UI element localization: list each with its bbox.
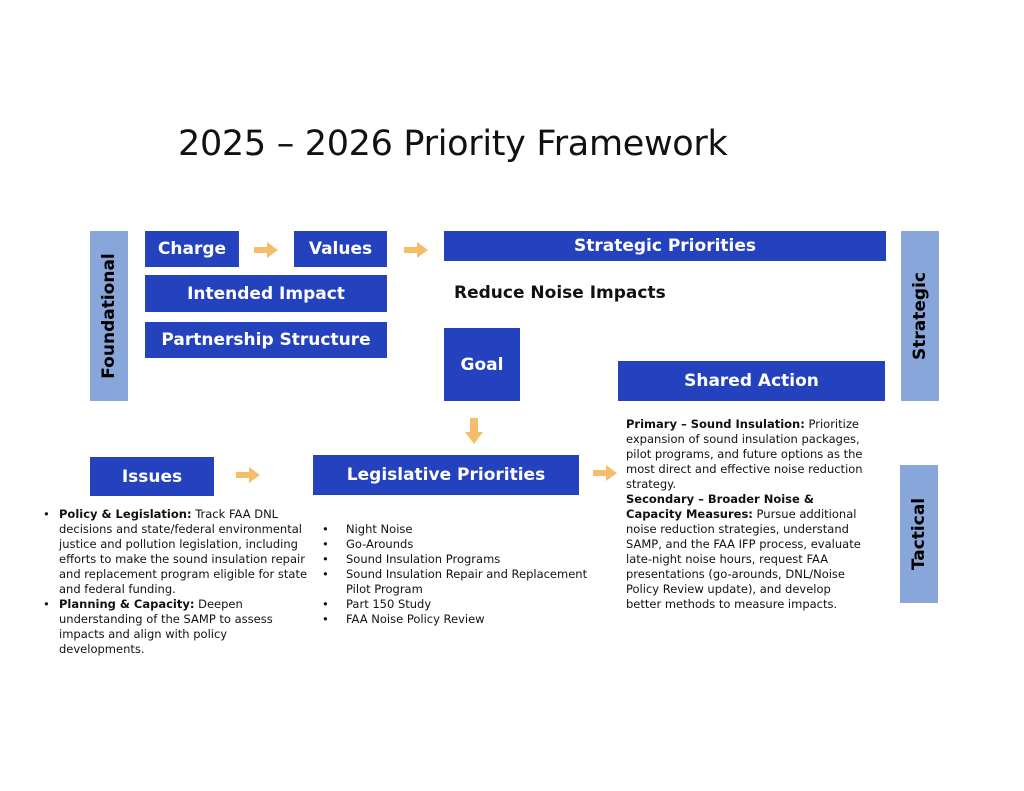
issue-label: Policy & Legislation:: [59, 507, 192, 521]
issue-text: Track FAA DNL decisions and state/federal environmental justice and pollution legislation, including efforts to make the sound insulation repair and replacement program eligible for state and federal funding.: [59, 507, 308, 596]
legislative-item: • Night Noise: [346, 522, 602, 537]
partnership-structure-box: Partnership Structure: [145, 322, 387, 358]
issue-text: Deepen understanding of the SAMP to assess impacts and align with policy developments.: [59, 597, 273, 656]
strategic-label: [901, 231, 939, 401]
foundational-label: [90, 231, 128, 401]
arrow-right-icon: [254, 242, 278, 258]
issue-item: [59, 507, 309, 597]
arrow-right-icon: [404, 242, 428, 258]
goal-box: Goal: [444, 328, 520, 401]
page-title: 2025 – 2026 Priority Framework: [178, 124, 728, 164]
secondary-measure: [626, 492, 866, 612]
legislative-item: • Sound Insulation Repair and Replacement Pilot Program: [346, 567, 602, 597]
primary-measure: [626, 417, 866, 492]
issues-list: [43, 507, 309, 657]
shared-action-text: [626, 417, 866, 612]
primary-measure-label: Primary – Sound Insulation:: [626, 417, 805, 431]
arrow-right-icon: [593, 465, 617, 481]
legislative-item: • FAA Noise Policy Review: [346, 612, 602, 627]
goal-statement: Reduce Noise Impacts: [454, 283, 666, 303]
strategic-label-text: Strategic: [910, 272, 930, 360]
issue-item: [59, 597, 309, 657]
legislative-item: • Sound Insulation Programs: [346, 552, 602, 567]
arrow-right-icon: [236, 467, 260, 483]
shared-action-box: Shared Action: [618, 361, 885, 401]
values-box: Values: [294, 231, 387, 267]
tactical-label-text: Tactical: [909, 497, 929, 571]
strategic-priorities-box: Strategic Priorities: [444, 231, 886, 261]
legislative-list: [322, 522, 602, 627]
issues-box: Issues: [90, 457, 214, 496]
secondary-measure-label: Secondary – Broader Noise & Capacity Measures:: [626, 492, 814, 521]
legislative-item: • Part 150 Study: [346, 597, 602, 612]
legislative-item: • Go-Arounds: [346, 537, 602, 552]
intended-impact-box: Intended Impact: [145, 275, 387, 312]
primary-measure-text: Prioritize expansion of sound insulation packages, pilot programs, and future options as the most direct and effective noise reduction strategy.: [626, 417, 863, 491]
arrow-down-icon: [465, 418, 483, 444]
charge-box: Charge: [145, 231, 239, 267]
issue-label: Planning & Capacity:: [59, 597, 195, 611]
secondary-measure-text: Pursue additional noise reduction strategies, understand SAMP, and the FAA IFP process, evaluate late-night noise hours, request FAA presentations (go-arounds, DNL/Noise Policy Review update), and develop better methods to measure impacts.: [626, 507, 861, 611]
legislative-priorities-box: Legislative Priorities: [313, 455, 579, 495]
foundational-label-text: Foundational: [99, 253, 119, 379]
tactical-label: [900, 465, 938, 603]
